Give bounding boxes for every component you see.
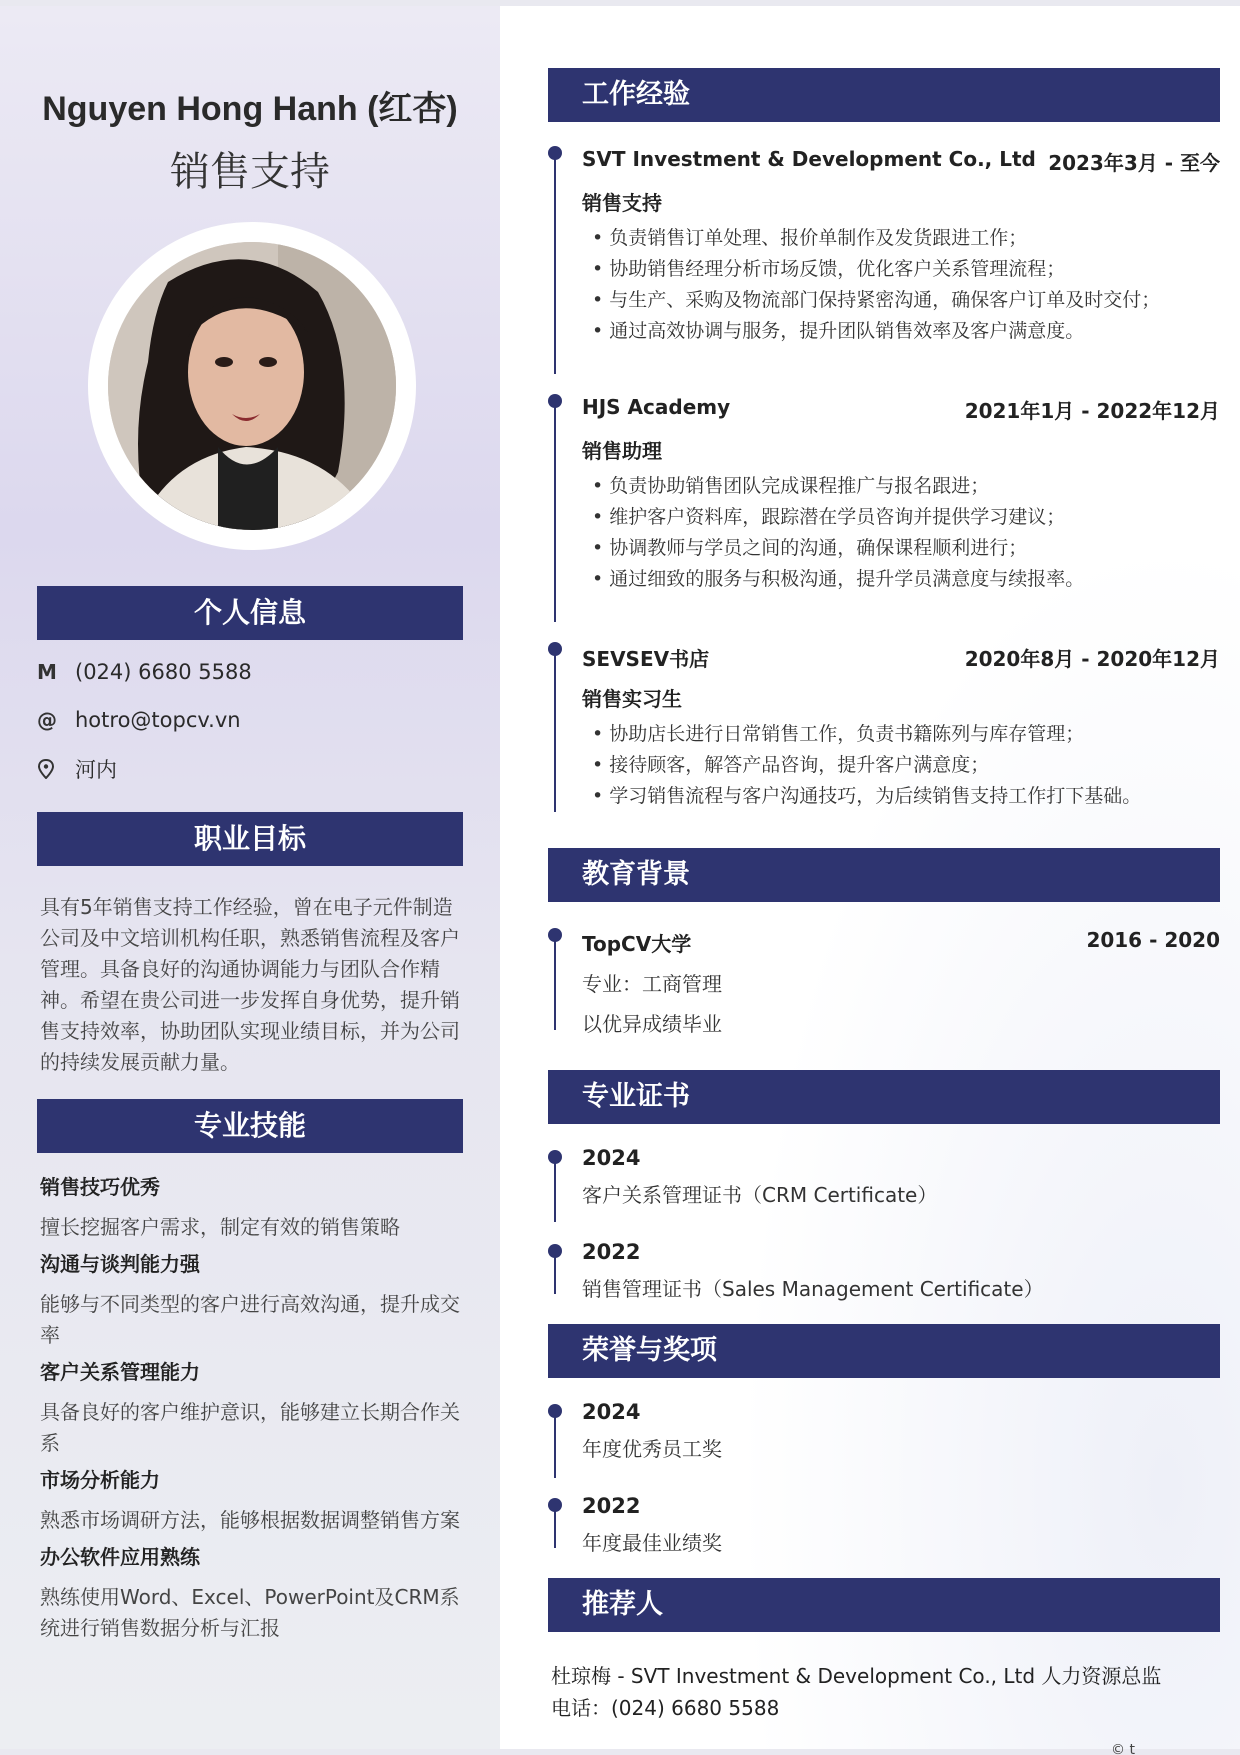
timeline-dot bbox=[548, 928, 562, 942]
awards-header: 荣誉与奖项 bbox=[548, 1324, 1220, 1378]
duty-item: • 与生产、采购及物流部门保持紧密沟通，确保客户订单及时交付； bbox=[592, 285, 1232, 316]
duty-item: • 通过细致的服务与积极沟通，提升学员满意度与续报率。 bbox=[592, 564, 1232, 595]
job-dates: 2023年3月 - 至今 bbox=[1048, 151, 1220, 175]
skill-title: 销售技巧优秀 bbox=[40, 1175, 160, 1199]
contact-email bbox=[37, 704, 467, 736]
education-header: 教育背景 bbox=[548, 848, 1220, 902]
company-name: HJS Academy bbox=[582, 395, 731, 419]
experience-header: 工作经验 bbox=[548, 68, 1220, 122]
skill-desc: 能够与不同类型的客户进行高效沟通，提升成交率 bbox=[40, 1292, 460, 1347]
duty-item: • 协助销售经理分析市场反馈，优化客户关系管理流程； bbox=[592, 254, 1232, 285]
location-text: 河内 bbox=[75, 758, 117, 782]
education-major: 专业：工商管理 bbox=[582, 972, 722, 996]
phone-icon: M bbox=[37, 660, 57, 684]
duty-item: • 通过高效协调与服务，提升团队销售效率及客户满意度。 bbox=[592, 316, 1232, 347]
certificate-year: 2022 bbox=[582, 1240, 641, 1264]
footer-watermark: © t bbox=[1111, 1742, 1135, 1755]
timeline-dot bbox=[548, 394, 562, 408]
duty-item: • 协调教师与学员之间的沟通，确保课程顺利进行； bbox=[592, 533, 1232, 564]
job-duties bbox=[592, 223, 1232, 347]
timeline-line bbox=[554, 400, 556, 622]
objective-text: 具有5年销售支持工作经验，曾在电子元件制造公司及中文培训机构任职，熟悉销售流程及客户管理。具备良好的沟通协调能力与团队合作精神。希望在贵公司进一步发挥自身优势，提升销售支持效率，协助团队实现业绩目标，并为公司的持续发展贡献力量。 bbox=[40, 895, 460, 1074]
timeline-line bbox=[554, 648, 556, 812]
company-name: SEVSEV书店 bbox=[582, 647, 710, 671]
skill-desc: 具备良好的客户维护意识，能够建立长期合作关系 bbox=[40, 1400, 460, 1455]
timeline-line bbox=[554, 1410, 556, 1478]
location-pin-icon bbox=[37, 759, 75, 779]
education-entry-header bbox=[582, 928, 1220, 957]
duty-item: • 学习销售流程与客户沟通技巧，为后续销售支持工作打下基础。 bbox=[592, 781, 1232, 812]
contact-location bbox=[37, 753, 467, 785]
skill-title: 办公软件应用熟练 bbox=[40, 1545, 200, 1569]
skill-title: 客户关系管理能力 bbox=[40, 1360, 200, 1384]
timeline-dot bbox=[548, 1150, 562, 1164]
duty-item: • 协助店长进行日常销售工作，负责书籍陈列与库存管理； bbox=[592, 719, 1232, 750]
references-header: 推荐人 bbox=[548, 1578, 1220, 1632]
award-name: 年度最佳业绩奖 bbox=[582, 1531, 722, 1555]
job-duties bbox=[592, 471, 1232, 595]
duty-item: • 接待顾客，解答产品咨询，提升客户满意度； bbox=[592, 750, 1232, 781]
company-name: SVT Investment & Development Co., Ltd bbox=[582, 147, 1036, 171]
certificate-year: 2024 bbox=[582, 1146, 641, 1170]
job-entry-header bbox=[582, 643, 1220, 672]
phone-text: (024) 6680 5588 bbox=[75, 660, 252, 684]
education-dates: 2016 - 2020 bbox=[1086, 928, 1220, 952]
personal-info-header: 个人信息 bbox=[37, 586, 463, 640]
timeline-line bbox=[554, 1156, 556, 1222]
timeline-dot bbox=[548, 1244, 562, 1258]
candidate-name: Nguyen Hong Hanh (红杏) bbox=[42, 90, 458, 128]
timeline-dot bbox=[548, 642, 562, 656]
skills-header: 专业技能 bbox=[37, 1099, 463, 1153]
job-role: 销售助理 bbox=[582, 439, 662, 463]
certificate-name: 客户关系管理证书（CRM Certificate） bbox=[582, 1183, 938, 1207]
avatar bbox=[108, 242, 396, 530]
award-year: 2024 bbox=[582, 1400, 641, 1424]
reference-contact: 杜琼梅 - SVT Investment & Development Co., Ltd 人力资源总监 bbox=[551, 1664, 1162, 1688]
email-icon: @ bbox=[37, 708, 57, 732]
skill-title: 市场分析能力 bbox=[40, 1468, 160, 1492]
reference-phone: 电话：(024) 6680 5588 bbox=[551, 1696, 780, 1720]
timeline-line bbox=[554, 152, 556, 374]
timeline-dot bbox=[548, 1404, 562, 1418]
job-dates: 2021年1月 - 2022年12月 bbox=[964, 399, 1220, 423]
duty-item: • 维护客户资料库，跟踪潜在学员咨询并提供学习建议； bbox=[592, 502, 1232, 533]
timeline-dot bbox=[548, 146, 562, 160]
skills-list bbox=[40, 1172, 460, 1650]
skill-desc: 擅长挖掘客户需求，制定有效的销售策略 bbox=[40, 1215, 400, 1239]
job-dates: 2020年8月 - 2020年12月 bbox=[964, 647, 1220, 671]
main-column bbox=[500, 6, 1240, 1755]
skill-desc: 熟练使用Word、Excel、PowerPoint及CRM系统进行销售数据分析与汇报 bbox=[40, 1585, 460, 1640]
award-name: 年度优秀员工奖 bbox=[582, 1437, 722, 1461]
skill-title: 沟通与谈判能力强 bbox=[40, 1252, 200, 1276]
certificates-header: 专业证书 bbox=[548, 1070, 1220, 1124]
timeline-dot bbox=[548, 1498, 562, 1512]
duty-item: • 负责协助销售团队完成课程推广与报名跟进； bbox=[592, 471, 1232, 502]
school-name: TopCV大学 bbox=[582, 932, 692, 956]
skill-desc: 熟悉市场调研方法，能够根据数据调整销售方案 bbox=[40, 1508, 460, 1532]
award-year: 2022 bbox=[582, 1494, 641, 1518]
sidebar bbox=[0, 6, 500, 1749]
duty-item: • 负责销售订单处理、报价单制作及发货跟进工作； bbox=[592, 223, 1232, 254]
education-note: 以优异成绩毕业 bbox=[582, 1012, 722, 1036]
job-entry-header bbox=[582, 147, 1220, 176]
job-role: 销售支持 bbox=[582, 191, 662, 215]
email-text: hotro@topcv.vn bbox=[75, 708, 241, 732]
portrait-illustration bbox=[108, 242, 396, 530]
contact-phone bbox=[37, 656, 467, 688]
objective-header: 职业目标 bbox=[37, 812, 463, 866]
resume-page bbox=[0, 6, 1240, 1755]
job-title: 销售支持 bbox=[170, 149, 330, 195]
job-duties bbox=[592, 719, 1232, 812]
job-entry-header bbox=[582, 395, 1220, 424]
timeline-line bbox=[554, 934, 556, 1030]
certificate-name: 销售管理证书（Sales Management Certificate） bbox=[582, 1277, 1044, 1301]
job-role: 销售实习生 bbox=[582, 687, 682, 711]
